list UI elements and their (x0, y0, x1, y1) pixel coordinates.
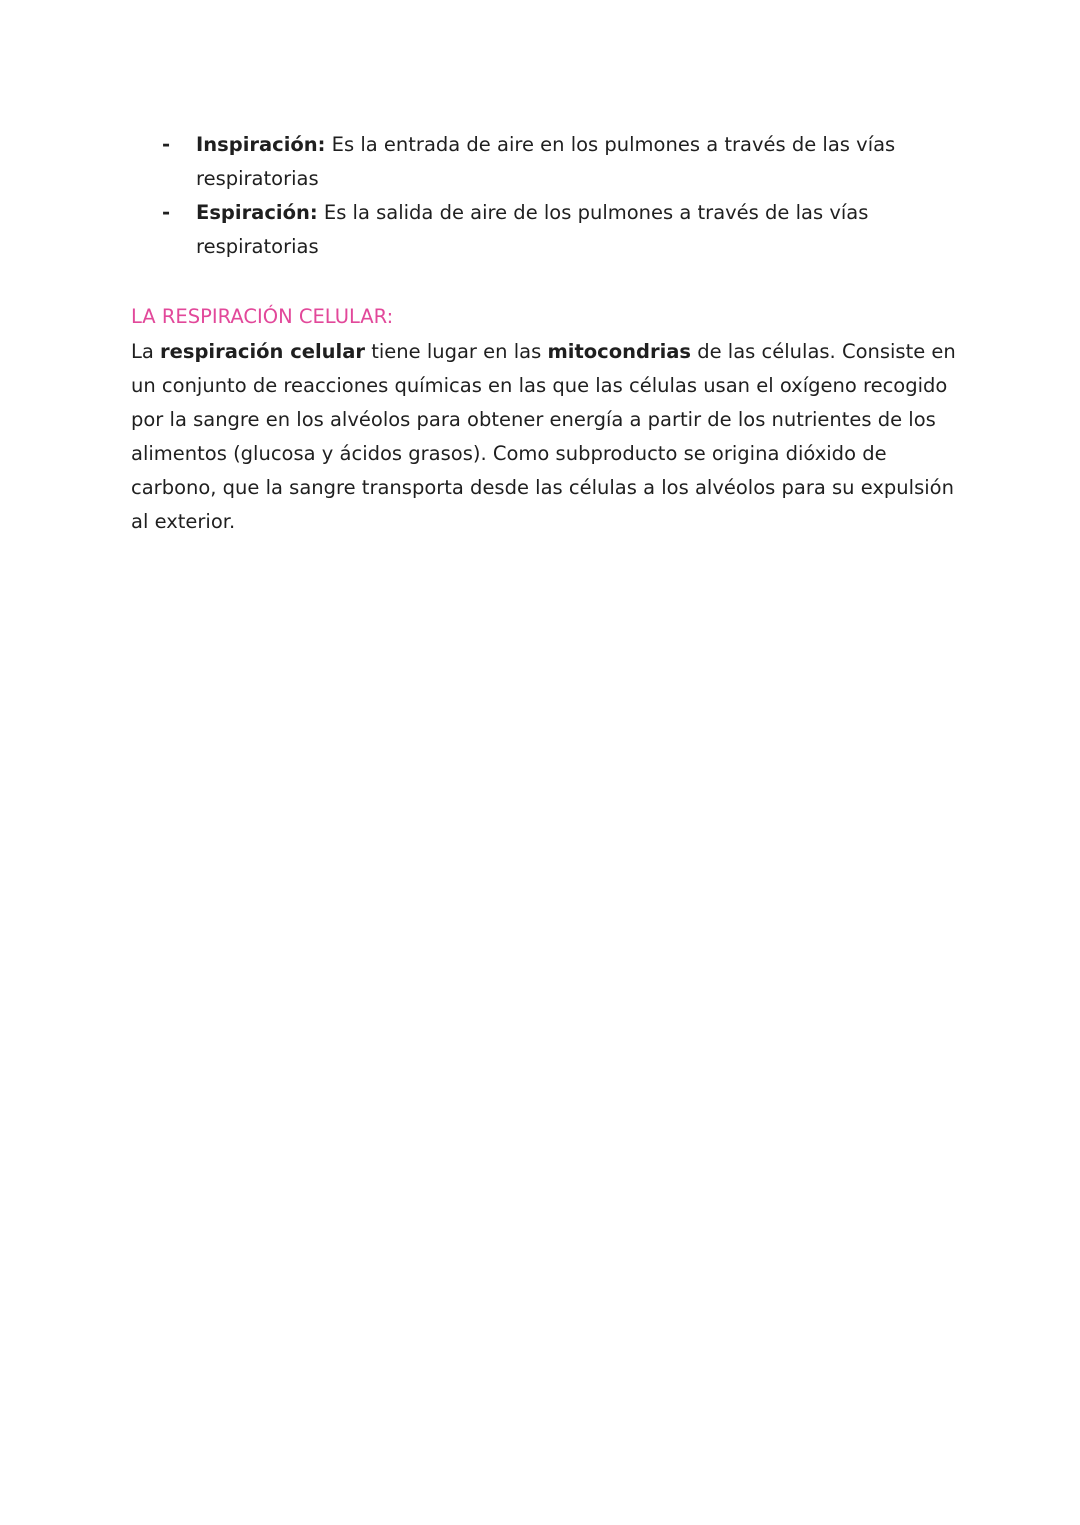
bold-respiracion-celular: respiración celular (160, 340, 366, 363)
paragraph-text-2: tiene lugar en las (365, 340, 548, 363)
paragraph-text-3: de las células. Consiste en un conjunto de reacciones químicas en las que las células usan el oxígeno recogido por la sangre en los alvéolos para obtener energía a partir de los nutrientes de los alimentos (glucosa y ácidos grasos). Como subproducto se origina dióxido de carbono, que la sangre transporta desde las células a los alvéolos para su expulsión al exterior. (131, 340, 956, 533)
definition-inspiracion: Es la entrada de aire en los pulmones a través de las vías respiratorias (196, 133, 896, 190)
definition-espiracion: Es la salida de aire de los pulmones a través de las vías respiratorias (196, 201, 869, 258)
list-item-inspiracion (150, 128, 970, 196)
section-heading: LA RESPIRACIÓN CELULAR: (131, 305, 394, 328)
dash-bullet-icon: - (162, 201, 171, 224)
list-item-espiracion (150, 196, 970, 264)
term-espiracion: Espiración: (196, 201, 318, 224)
paragraph-text-1: La (131, 340, 161, 363)
bold-mitocondrias: mitocondrias (547, 340, 692, 363)
term-inspiracion: Inspiración: (196, 133, 326, 156)
dash-bullet-icon: - (162, 133, 171, 156)
cellular-respiration-paragraph (131, 335, 961, 539)
breathing-phases-list (150, 128, 970, 264)
